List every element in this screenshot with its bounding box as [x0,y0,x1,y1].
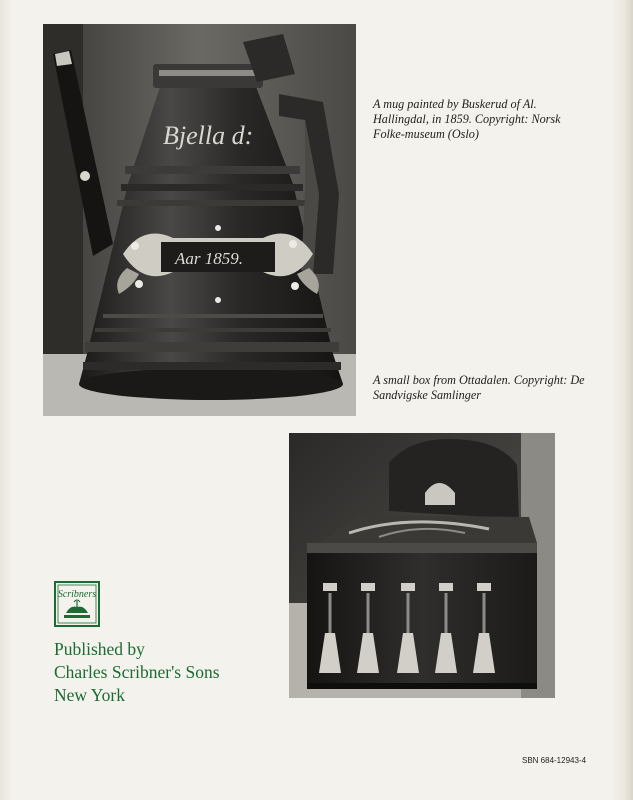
scribners-logo [54,581,100,627]
publisher-line-3: New York [54,685,125,705]
logo-wordmark: Scribners [57,589,97,600]
mug-inscription-top: Bjella d: [163,121,254,150]
publisher-line-2: Charles Scribner's Sons [54,662,220,682]
box-caption: A small box from Ottadalen. Copyright: De Sandvigske Samlinger [373,373,585,402]
publisher-line-1: Published by [54,639,145,659]
mug-inscription-panel: Aar 1859. [175,249,243,268]
box-photo [289,433,555,698]
mug-photo [43,24,356,416]
isbn-number: SBN 684-12943-4 [522,756,587,765]
mug-caption: A mug painted by Buskerud of Al. Hallingdal, in 1859. Copyright: Norsk Folke-museum (Oslo) [373,97,561,141]
